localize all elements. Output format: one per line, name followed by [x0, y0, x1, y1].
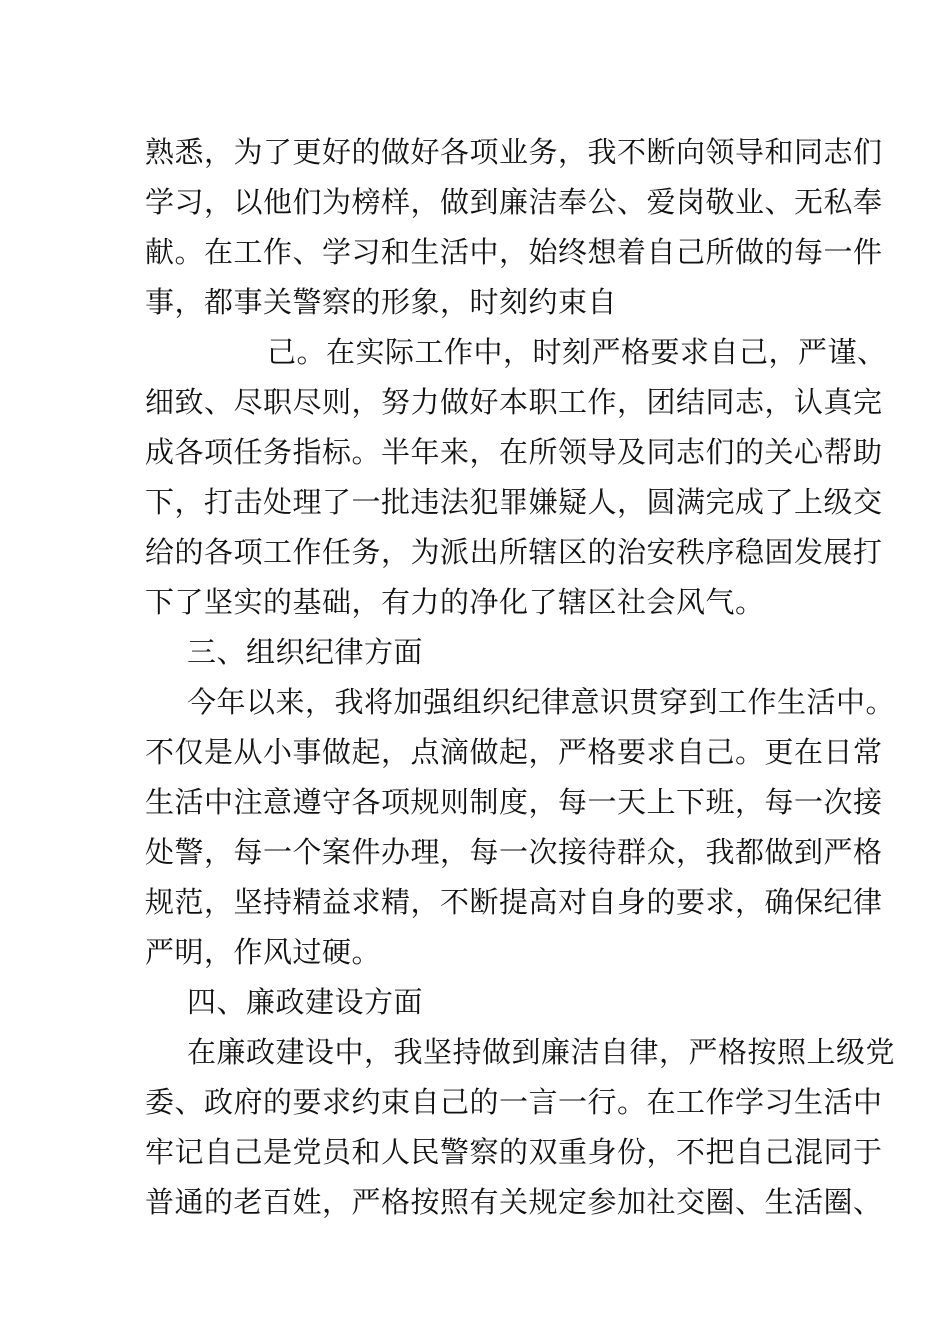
text-line: 生活中注意遵守各项规则制度，每一天上下班，每一次接	[145, 785, 883, 819]
text-line: 委、政府的要求约束自己的一言一行。在工作学习生活中	[145, 1085, 883, 1119]
text-line: 下，打击处理了一批违法犯罪嫌疑人，圆满完成了上级交	[145, 485, 883, 519]
text-line: 规范，坚持精益求精，不断提高对自身的要求，确保纪律	[145, 885, 883, 919]
text-line: 在廉政建设中，我坚持做到廉洁自律，严格按照上级党	[187, 1035, 896, 1069]
text-line: 给的各项工作任务，为派出所辖区的治安秩序稳固发展打	[145, 535, 883, 569]
text-line: 严明，作风过硬。	[145, 935, 382, 969]
text-line: 熟悉，为了更好的做好各项业务，我不断向领导和同志们	[145, 135, 883, 169]
text-line: 细致、尽职尽则，努力做好本职工作，团结同志，认真完	[145, 385, 883, 419]
section-heading-integrity: 四、廉政建设方面	[187, 985, 424, 1019]
text-line: 今年以来，我将加强组织纪律意识贯穿到工作生活中。	[187, 685, 896, 719]
text-line: 普通的老百姓，严格按照有关规定参加社交圈、生活圈、	[145, 1185, 883, 1219]
text-line: 不仅是从小事做起，点滴做起，严格要求自己。更在日常	[145, 735, 883, 769]
text-line: 牢记自己是党员和人民警察的双重身份，不把自己混同于	[145, 1135, 883, 1169]
document-body	[145, 127, 896, 1227]
text-line: 献。在工作、学习和生活中，始终想着自己所做的每一件	[145, 235, 883, 269]
text-line: 学习，以他们为榜样，做到廉洁奉公、爱岗敬业、无私奉	[145, 185, 883, 219]
text-line: 处警，每一个案件办理，每一次接待群众，我都做到严格	[145, 835, 883, 869]
text-line: 成各项任务指标。半年来，在所领导及同志们的关心帮助	[145, 435, 883, 469]
section-heading-discipline: 三、组织纪律方面	[187, 635, 424, 669]
text-line: 事，都事关警察的形象，时刻约束自	[145, 285, 618, 319]
text-line: 下了坚实的基础，有力的净化了辖区社会风气。	[145, 585, 765, 619]
text-line: 己。在实际工作中，时刻严格要求自己，严谨、	[267, 335, 887, 369]
